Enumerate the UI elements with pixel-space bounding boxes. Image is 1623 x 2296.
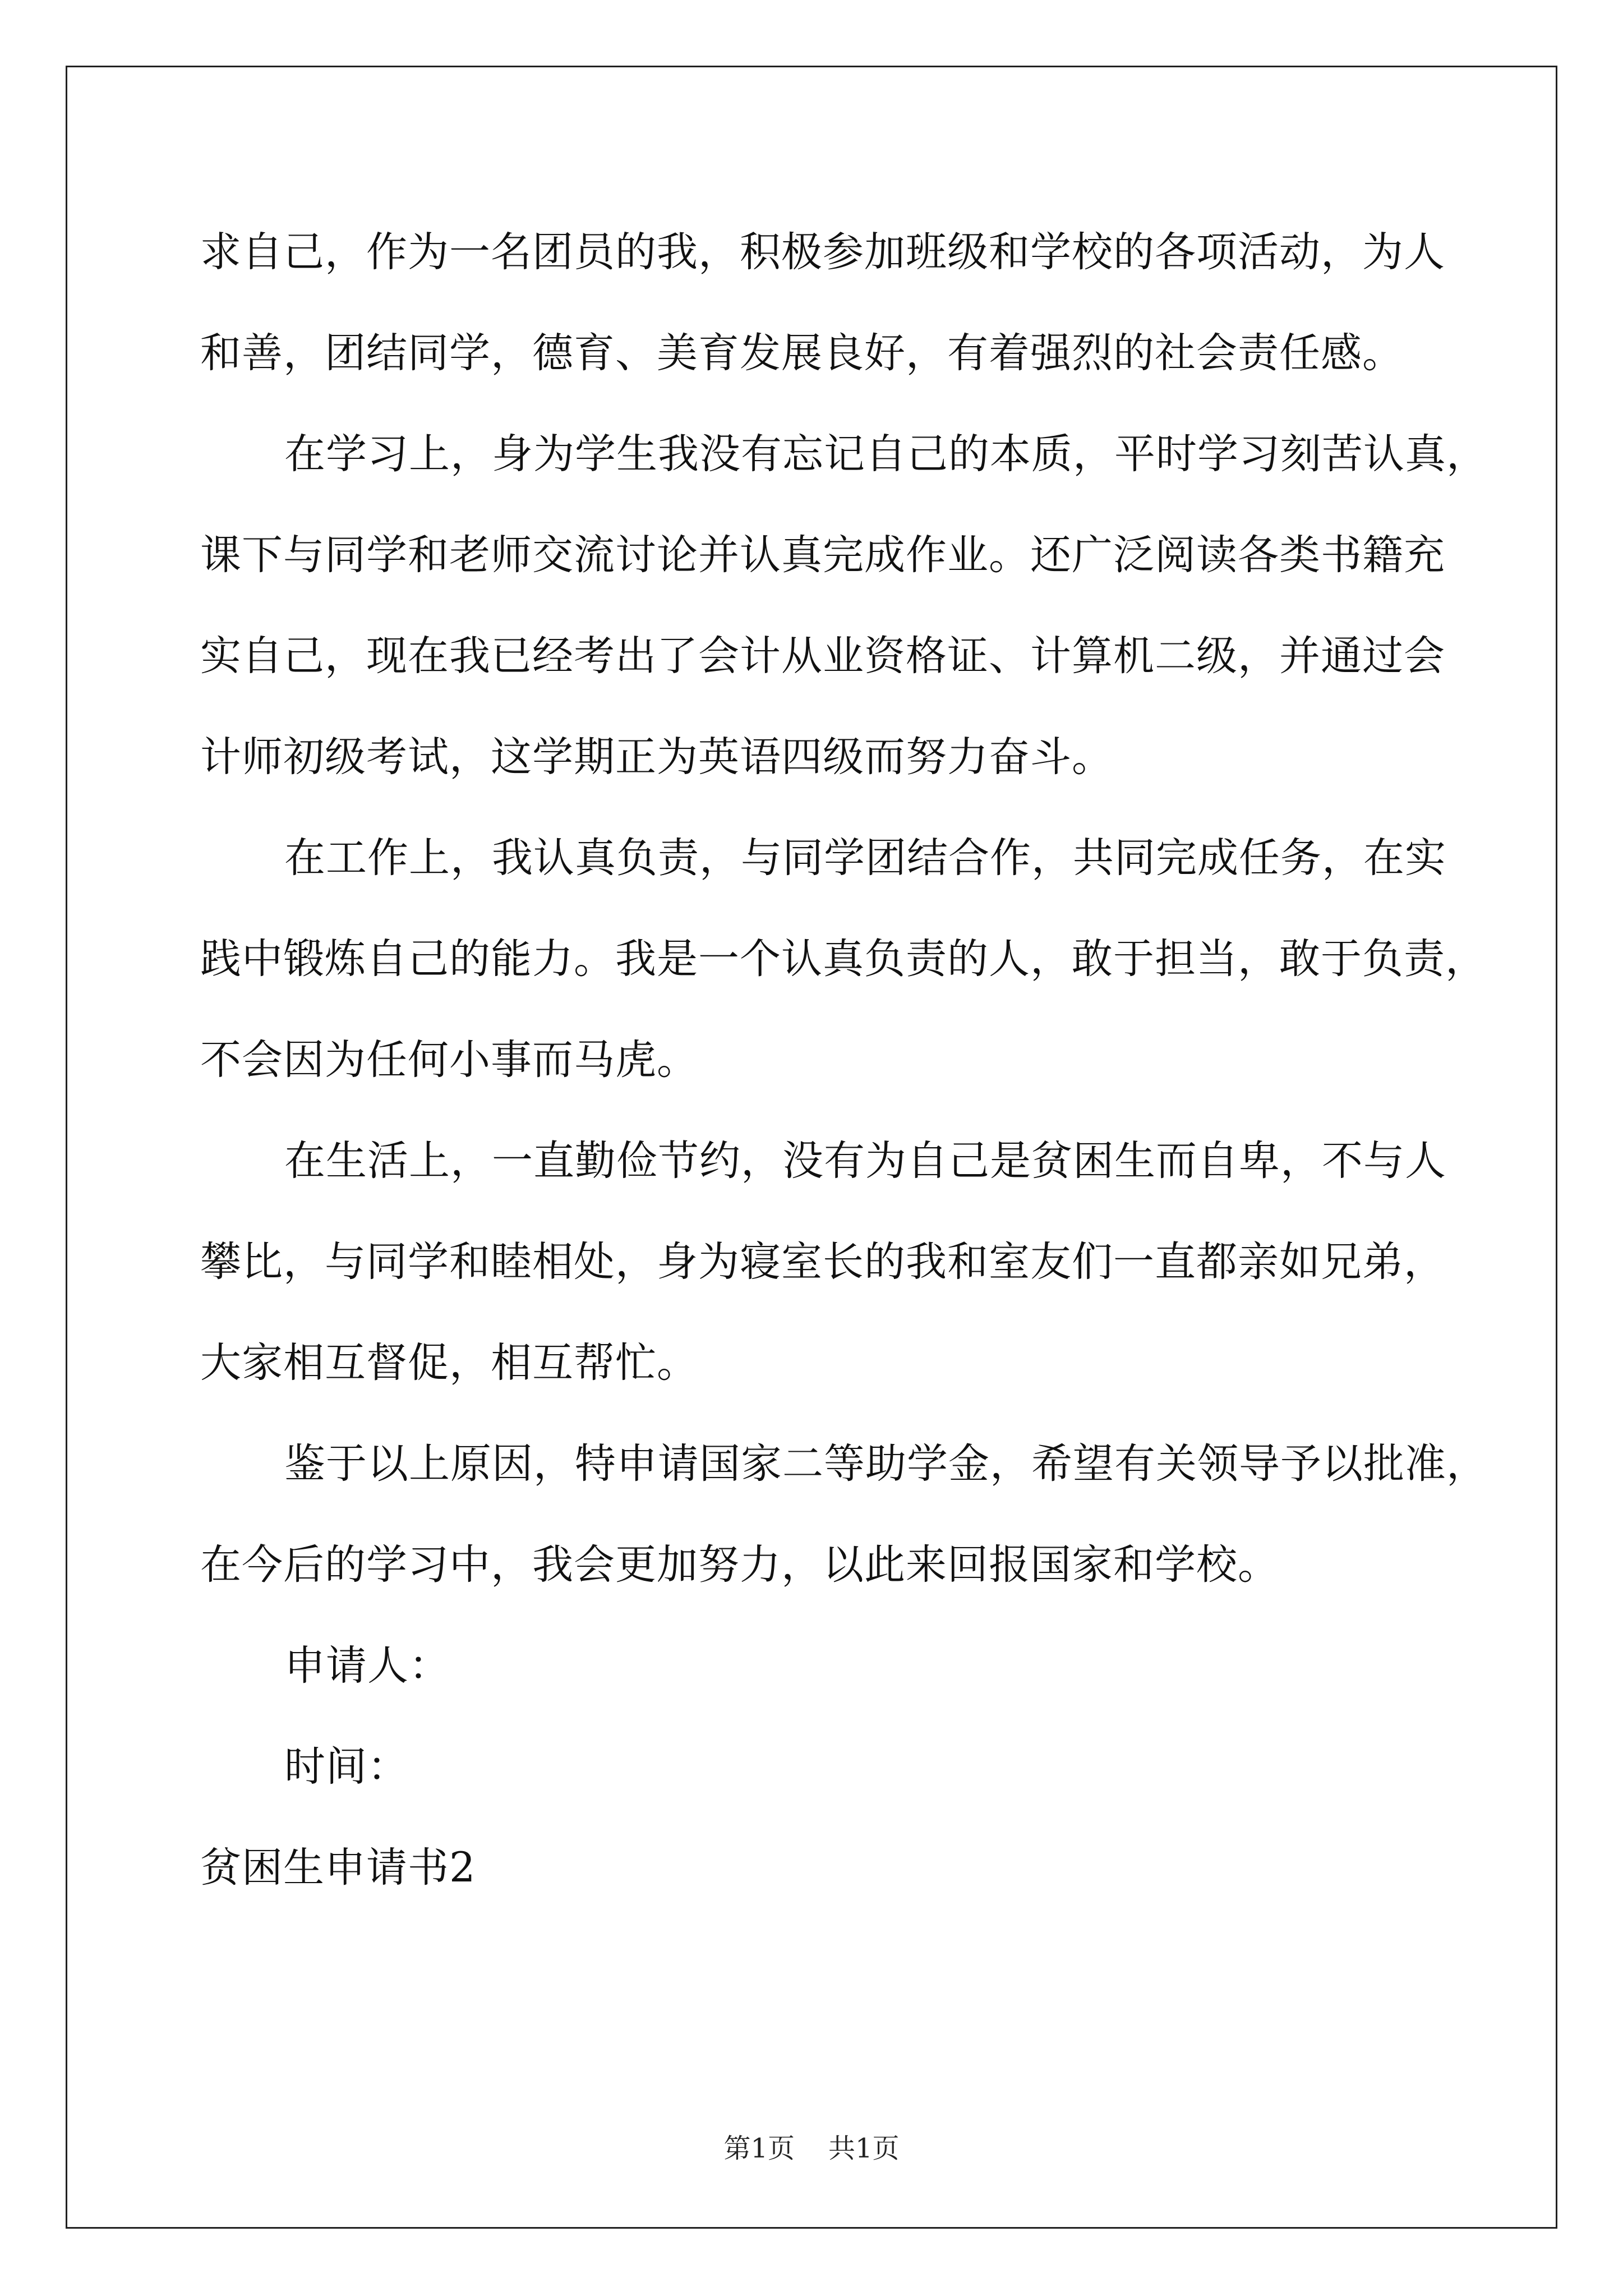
text-line: 和善，团结同学，德育、美育发展良好，有着强烈的社会责任感。: [200, 329, 1404, 377]
paragraph-study: 在学习上，身为学生我没有忘记自己的本质，平时学习刻苦认真，: [284, 430, 1488, 478]
page-footer: [0, 2132, 1623, 2165]
text-line: 践中锻炼自己的能力。我是一个认真负责的人，敢于担当，敢于负责，: [200, 935, 1487, 983]
text-line: 求自己，作为一名团员的我，积极参加班级和学校的各项活动，为人: [200, 228, 1445, 276]
text-line: 不会因为任何小事而马虎。: [200, 1036, 698, 1084]
document-body: [200, 202, 1488, 1918]
text-line: 大家相互督促，相互帮忙。: [200, 1339, 698, 1387]
page-number: 第1页: [723, 2133, 795, 2164]
applicant-label: 申请人：: [284, 1642, 450, 1690]
total-pages: 共1页: [828, 2133, 900, 2164]
text-line: 实自己，现在我已经考出了会计从业资格证、计算机二级，并通过会: [200, 632, 1445, 680]
paragraph-conclusion: 鉴于以上原因，特申请国家二等助学金，希望有关领导予以批准，: [284, 1440, 1488, 1488]
text-line: 在今后的学习中，我会更加努力，以此来回报国家和学校。: [200, 1541, 1279, 1589]
text-line: 课下与同学和老师交流讨论并认真完成作业。还广泛阅读各类书籍充: [200, 531, 1445, 579]
paragraph-life: 在生活上，一直勤俭节约，没有为自己是贫困生而自卑，不与人: [284, 1137, 1446, 1185]
text-line: 计师初级考试，这学期正为英语四级而努力奋斗。: [200, 733, 1113, 781]
paragraph-work: 在工作上，我认真负责，与同学团结合作，共同完成任务，在实: [284, 834, 1446, 882]
date-label: 时间：: [284, 1743, 409, 1791]
text-line: 攀比，与同学和睦相处，身为寝室长的我和室友们一直都亲如兄弟，: [200, 1238, 1445, 1286]
section-heading: 贫困生申请书2: [200, 1844, 476, 1892]
